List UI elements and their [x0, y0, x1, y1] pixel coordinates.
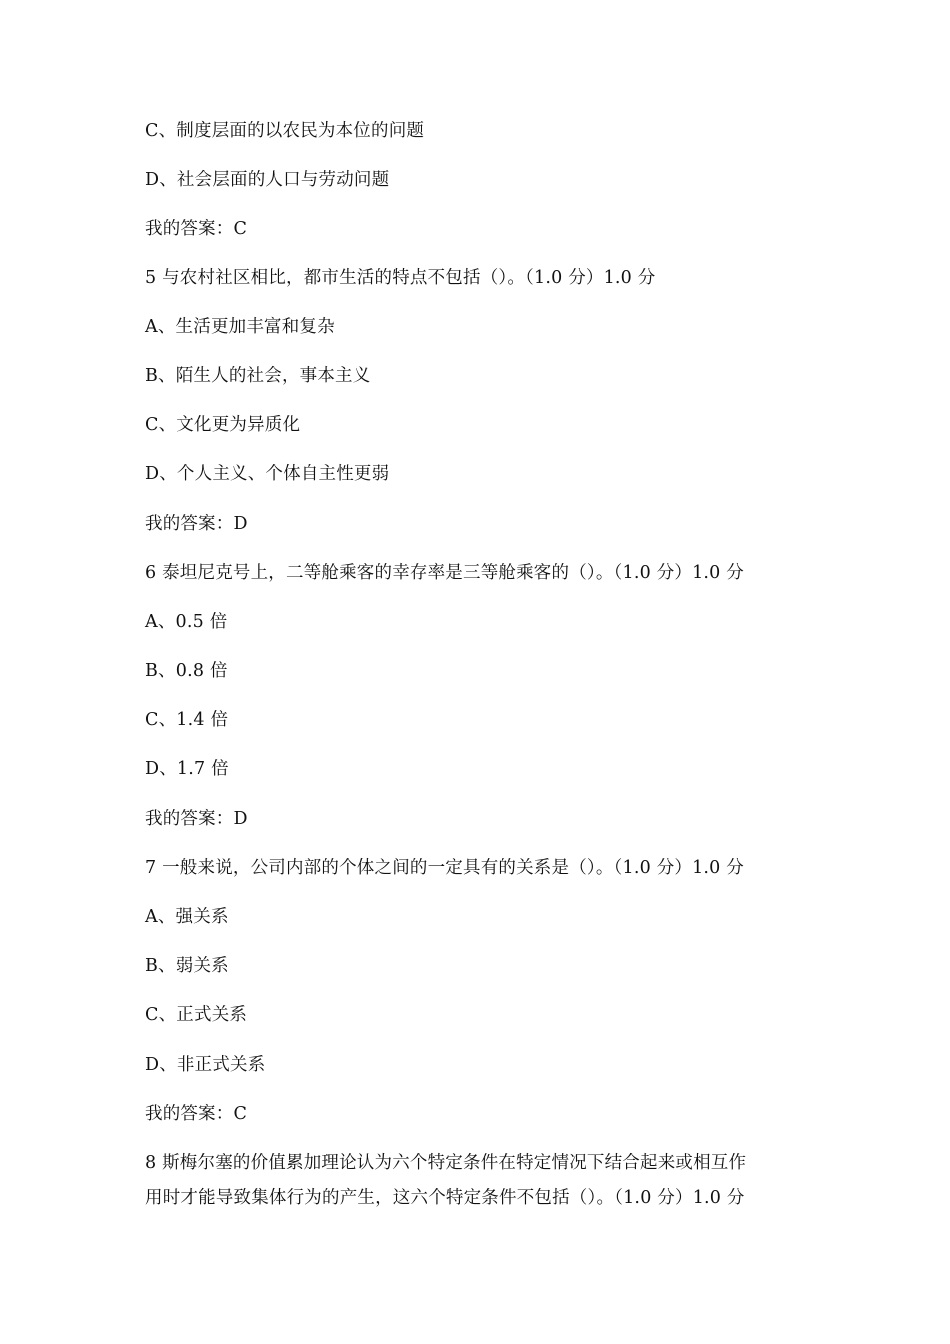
question-5: 5 与农村社区相比，都市生活的特点不包括（）。（1.0 分）1.0 分 [145, 268, 656, 288]
option-b-q5: B、陌生人的社会，事本主义 [145, 366, 371, 386]
option-d-q7: D、非正式关系 [145, 1055, 266, 1075]
option-b-q6: B、0.8 倍 [145, 661, 228, 681]
option-c-q6: C、1.4 倍 [145, 710, 229, 730]
option-d-q5: D、个人主义、个体自主性更弱 [145, 464, 390, 484]
option-d-q4: D、社会层面的人口与劳动问题 [145, 170, 390, 190]
option-d-q6: D、1.7 倍 [145, 759, 229, 779]
option-c-q5: C、文化更为异质化 [145, 415, 301, 435]
option-a-q6: A、0.5 倍 [145, 612, 228, 632]
option-a-q5: A、生活更加丰富和复杂 [145, 317, 335, 337]
option-b-q7: B、弱关系 [145, 956, 229, 976]
option-a-q7: A、强关系 [145, 907, 229, 927]
question-6: 6 泰坦尼克号上，二等舱乘客的幸存率是三等舱乘客的（）。（1.0 分）1.0 分 [145, 563, 744, 583]
answer-q6: 我的答案：D [145, 809, 248, 829]
option-c-q7: C、正式关系 [145, 1005, 248, 1025]
answer-q7: 我的答案：C [145, 1104, 248, 1124]
question-8-line-2: 用时才能导致集体行为的产生，这六个特定条件不包括（）。（1.0 分）1.0 分 [145, 1188, 745, 1208]
answer-q4: 我的答案：C [145, 219, 248, 239]
question-8-line-1: 8 斯梅尔塞的价值累加理论认为六个特定条件在特定情况下结合起来或相互作 [145, 1153, 747, 1173]
question-7: 7 一般来说，公司内部的个体之间的一定具有的关系是（）。（1.0 分）1.0 分 [145, 858, 744, 878]
option-c-q4: C、制度层面的以农民为本位的问题 [145, 121, 425, 141]
answer-q5: 我的答案：D [145, 514, 248, 534]
